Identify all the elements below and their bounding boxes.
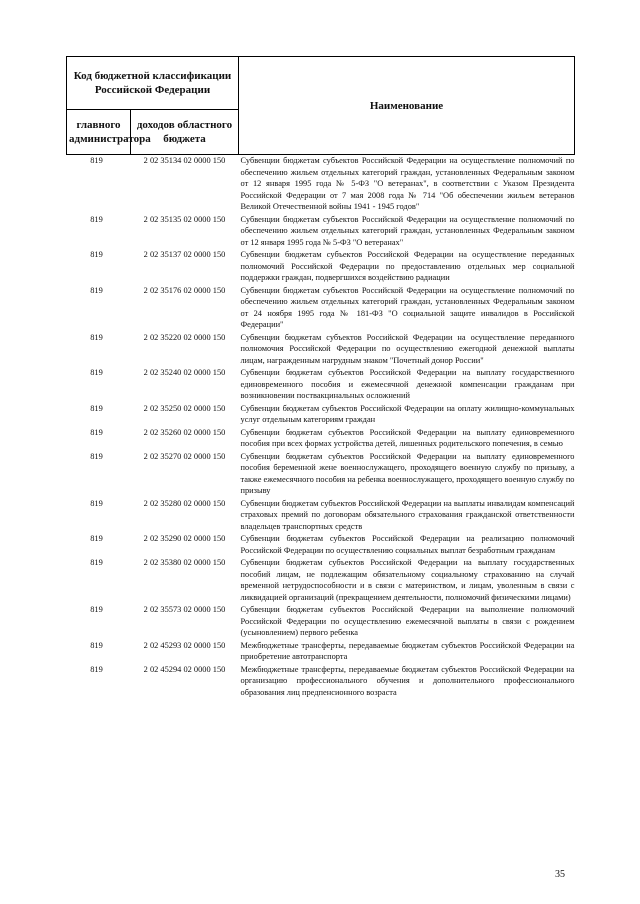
header-budget-classification: Код бюджетной классификации Российской Федерации [67, 57, 239, 110]
table-row [67, 403, 575, 427]
table-row [67, 285, 575, 332]
income-code-cell: 2 02 35240 02 0000 150 [143, 368, 226, 377]
admin-code-cell: 819 [90, 427, 103, 437]
name-cell: Межбюджетные трансферты, передаваемые бюджетам субъектов Российской Федерации на приобретение автотранспорта [240, 640, 575, 661]
income-code-cell: 2 02 35260 02 0000 150 [143, 427, 226, 437]
name-cell: Межбюджетные трансферты, передаваемые бюджетам субъектов Российской Федерации на организацию профессионального обучения и дополнительного профессионального образования лиц предпенсионного возраста [240, 664, 575, 697]
name-cell: Субвенции бюджетам субъектов Российской Федерации на выполнение полномочий Российской Федерации по осуществлению ежемесячной выплаты в связи с рождением (усыновлением) первого ребенка [240, 605, 575, 637]
table-row [67, 451, 575, 498]
table-row [67, 498, 575, 534]
admin-code-cell: 819 [90, 285, 103, 295]
income-code-cell: 2 02 35137 02 0000 150 [143, 250, 226, 259]
income-code-cell: 2 02 35573 02 0000 150 [143, 605, 226, 614]
admin-code-cell: 819 [90, 534, 103, 543]
income-code-cell: 2 02 35220 02 0000 150 [143, 332, 226, 342]
name-cell: Субвенции бюджетам субъектов Российской Федерации на выплату государственного единовременного пособия и ежемесячной денежной компенсации гражданам при возникновении поствакцинальных осложнений [240, 368, 575, 400]
income-code-cell: 2 02 45293 02 0000 150 [143, 640, 226, 650]
table-row [67, 533, 575, 557]
name-cell: Субвенции бюджетам субъектов Российской Федерации на осуществление переданного полномочия Российской Федерации по осуществлению ежегодной денежной выплаты лицам, награжденным нагрудным знаком "Почетный донор России" [240, 332, 575, 365]
name-cell: Субвенции бюджетам субъектов Российской Федерации на выплаты инвалидам компенсаций страховых премий по договорам обязательного страхования гражданской ответственности владельцев транспортных средств [240, 498, 575, 531]
admin-code-cell: 819 [90, 605, 103, 614]
admin-code-cell: 819 [90, 156, 103, 165]
income-code-cell: 2 02 35270 02 0000 150 [143, 451, 226, 461]
budget-code-table [66, 56, 575, 699]
table-row [67, 249, 575, 285]
income-code-cell: 2 02 35134 02 0000 150 [143, 156, 226, 165]
table-row [67, 640, 575, 664]
header-main-administrator: главного администратора [67, 110, 131, 155]
name-cell: Субвенции бюджетам субъектов Российской Федерации на реализацию полномочий Российской Федерации по осуществлению социальных выплат безработным гражданам [240, 534, 575, 555]
admin-code-cell: 819 [90, 214, 103, 224]
name-cell: Субвенции бюджетам субъектов Российской Федерации на осуществление полномочий по обеспечению жильем отдельных категорий граждан, установленных Федеральным законом от 12 января 1995 года № 5-ФЗ "О ветеранах", в соответствии с Указом Президента Российской Федерации от 7 мая 2008 года № 714 "Об обеспечении жильем ветеранов Великой Отечественной войны 1941 - 1945 годов" [240, 156, 575, 211]
admin-code-cell: 819 [90, 368, 103, 377]
admin-code-cell: 819 [90, 250, 103, 259]
admin-code-cell: 819 [90, 664, 103, 674]
income-code-cell: 2 02 35135 02 0000 150 [143, 214, 226, 224]
admin-code-cell: 819 [90, 403, 103, 413]
table-row [67, 557, 575, 604]
income-code-cell: 2 02 35176 02 0000 150 [143, 285, 226, 295]
table-row [67, 155, 575, 214]
table-row [67, 604, 575, 640]
income-code-cell: 2 02 35280 02 0000 150 [143, 498, 226, 508]
table-row [67, 332, 575, 368]
table-row [67, 214, 575, 250]
table-body [67, 155, 575, 700]
page-number: 35 [555, 869, 565, 880]
name-cell: Субвенции бюджетам субъектов Российской Федерации на осуществление полномочий по обеспечению жильем отдельных категорий граждан, установленных Федеральным законом от 12 января 1995 года № 5-ФЗ "О ветеранах" [240, 214, 575, 247]
name-cell: Субвенции бюджетам субъектов Российской Федерации на оплату жилищно-коммунальных услуг отдельным категориям граждан [240, 403, 575, 424]
admin-code-cell: 819 [90, 558, 103, 567]
income-code-cell: 2 02 45294 02 0000 150 [143, 664, 226, 674]
income-code-cell: 2 02 35380 02 0000 150 [143, 558, 226, 567]
name-cell: Субвенции бюджетам субъектов Российской Федерации на выплату государственных пособий лицам, не подлежащим обязательному социальному страхованию на случай временной нетрудоспособности и в связи с материнством, и лицам, уволенным в связи с ликвидацией организаций (прекращением деятельности, полномочий физическими лицами) [240, 558, 575, 602]
admin-code-cell: 819 [90, 640, 103, 650]
income-code-cell: 2 02 35290 02 0000 150 [143, 534, 226, 543]
name-cell: Субвенции бюджетам субъектов Российской Федерации на осуществление переданных полномочий Российской Федерации по предоставлению отдельных мер социальной поддержки граждан, подвергшихся воздействию радиации [240, 250, 575, 282]
name-cell: Субвенции бюджетам субъектов Российской Федерации на осуществление полномочий по обеспечению жильем отдельных категорий граждан, установленных Федеральным законом от 24 ноября 1995 года № 181-ФЗ "О социальной защите инвалидов в Российской Федерации" [240, 285, 575, 329]
admin-code-cell: 819 [90, 332, 103, 342]
name-cell: Субвенции бюджетам субъектов Российской Федерации на выплату единовременного пособия при всех формах устройства детей, лишенных родительского попечения, в семью [240, 427, 575, 448]
income-code-cell: 2 02 35250 02 0000 150 [143, 403, 226, 413]
table-row [67, 427, 575, 451]
table-row [67, 367, 575, 403]
header-regional-budget-income: доходов областного бюджета [131, 110, 239, 155]
admin-code-cell: 819 [90, 451, 103, 461]
table-row [67, 664, 575, 700]
admin-code-cell: 819 [90, 498, 103, 508]
name-cell: Субвенции бюджетам субъектов Российской Федерации на выплату единовременного пособия беременной жене военнослужащего, проходящего военную службу по призыву, а также ежемесячного пособия на ребенка военнослужащего, проходящего военную службу по призыву [240, 451, 575, 495]
header-name: Наименование [239, 57, 575, 155]
